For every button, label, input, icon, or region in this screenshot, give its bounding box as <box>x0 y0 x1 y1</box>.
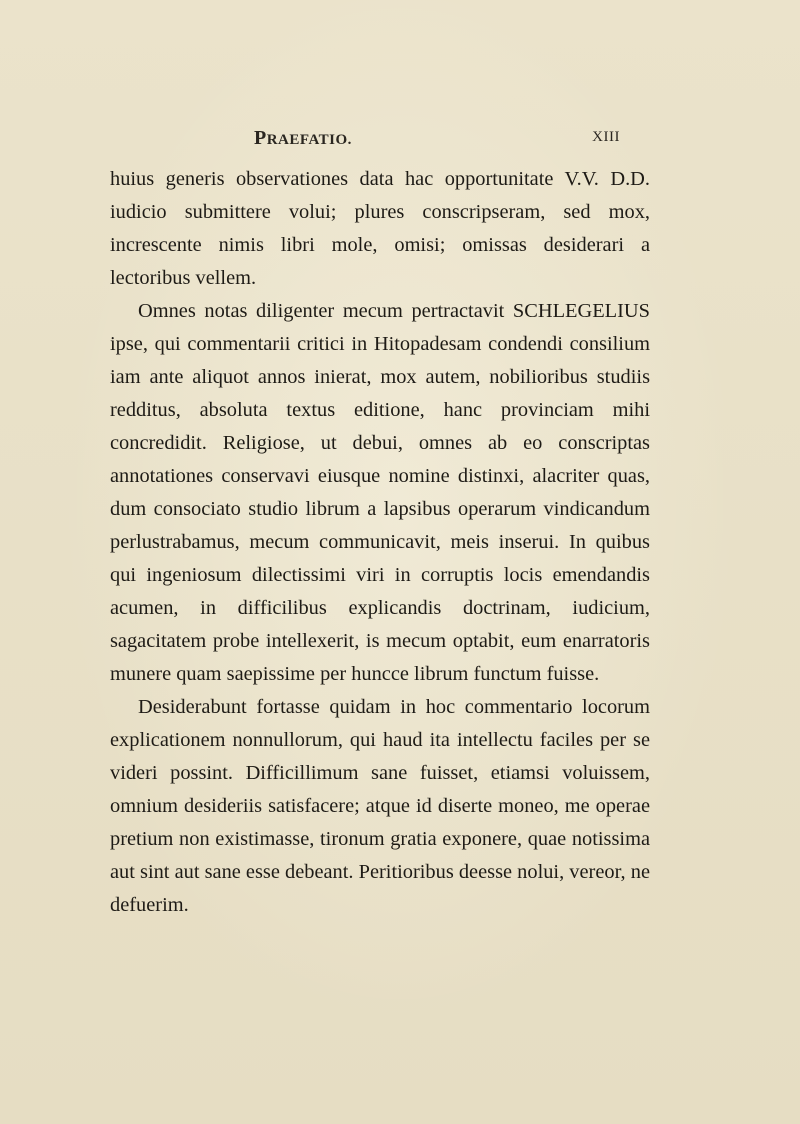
running-head <box>254 127 620 155</box>
paragraph: Omnes notas diligenter mecum pertractavit SCHLEGELIUS ipse, qui commentarii critici in Hitopadesam condendi consilium iam ante aliquot annos inierat, mox autem, nobilioribus studiis redditus, absoluta textus editione, hanc provinciam mihi concredidit. Religiose, ut debui, omnes ab eo conscriptas annotationes conservavi eiusque nomine distinxi, alacriter quas, dum consociato studio librum a lapsibus operarum vindicandum perlustrabamus, mecum communicavit, meis inserui. In quibus qui ingeniosum dilectissimi viri in corruptis locis emendandis acumen, in difficilibus explicandis doctrinam, iudicium, sagacitatem probe intellexerit, is mecum optabit, eum enarratoris munere quam saepissime per huncce librum functum fuisse. <box>110 300 650 685</box>
page-number: XIII <box>592 129 620 145</box>
paragraph-continued: huius generis observationes data hac opportunitate V.V. D.D. iudicio submittere volui; plures conscripseram, sed mox, increscente nimis libri mole, omisi; omissas desiderari a lectoribus vellem. <box>110 168 650 289</box>
body-text <box>110 163 650 922</box>
running-title-initial: P <box>254 127 267 149</box>
paragraph: Desiderabunt fortasse quidam in hoc commentario locorum explicationem nonnullorum, qui haud ita intellectu faciles per se videri possint. Difficillimum sane fuisset, etiamsi voluissem, omnium desideriis satisfacere; atque id diserte moneo, me operae pretium non existimasse, tironum gratia exponere, quae notissima aut sint aut sane esse debeant. Peritioribus deesse nolui, vereor, ne defuerim. <box>110 696 650 916</box>
running-title <box>254 127 352 150</box>
running-title-rest: RAEFATIO. <box>266 132 352 148</box>
